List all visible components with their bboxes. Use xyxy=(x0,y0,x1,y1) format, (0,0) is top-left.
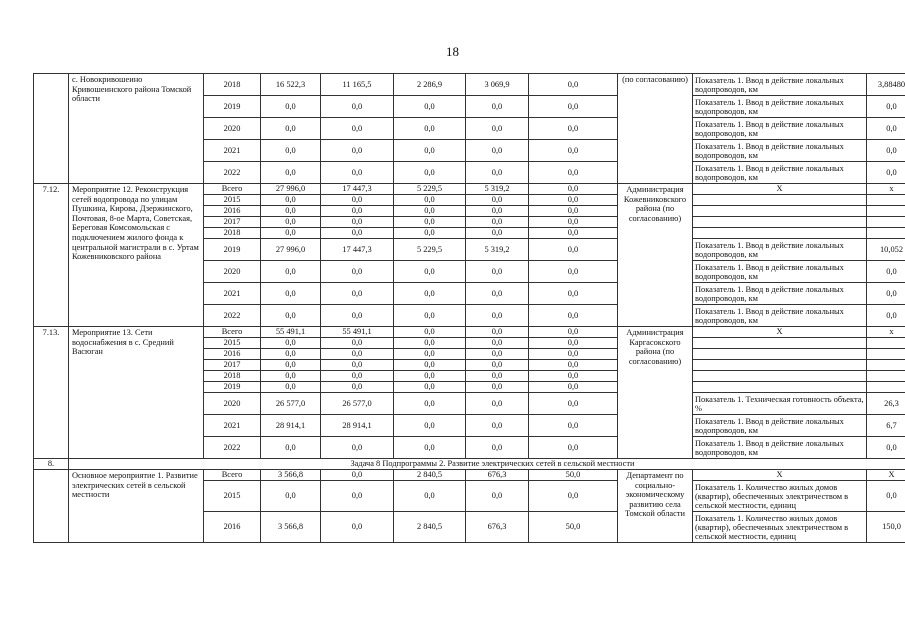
indicator-cell: Показатель 1. Ввод в действие локальных водопроводов, км xyxy=(693,283,867,305)
indicator-cell: Показатель 1. Техническая готовность объекта, % xyxy=(693,393,867,415)
year-cell: 2017 xyxy=(204,360,261,371)
federal-cell: 55 491,1 xyxy=(321,327,394,338)
local-cell: 0,0 xyxy=(466,283,529,305)
local-cell: 3 069,9 xyxy=(466,74,529,96)
federal-cell: 17 447,3 xyxy=(321,239,394,261)
local-cell: 0,0 xyxy=(466,327,529,338)
task-row xyxy=(34,459,905,470)
local-cell: 0,0 xyxy=(466,437,529,459)
indicator-cell: Х xyxy=(693,184,867,195)
total-cell: 0,0 xyxy=(261,283,321,305)
indicator-value: 0,0 xyxy=(867,162,905,184)
local-cell: 0,0 xyxy=(466,371,529,382)
local-cell: 0,0 xyxy=(466,261,529,283)
other-cell: 0,0 xyxy=(529,481,618,512)
measure-name: Мероприятие 13. Сети водоснабжения в с. Средний Васюган xyxy=(69,327,204,459)
indicator-cell: Показатель 1. Ввод в действие локальных водопроводов, км xyxy=(693,140,867,162)
row-number: 8. xyxy=(34,459,69,470)
total-cell: 0,0 xyxy=(261,118,321,140)
indicator-cell xyxy=(693,206,867,217)
indicator-cell: Х xyxy=(693,470,867,481)
indicator-value xyxy=(867,217,905,228)
executor-cell: (по согласованию) xyxy=(618,74,693,184)
regional-cell: 0,0 xyxy=(394,415,466,437)
local-cell: 0,0 xyxy=(466,393,529,415)
other-cell: 0,0 xyxy=(529,217,618,228)
local-cell: 0,0 xyxy=(466,162,529,184)
indicator-value xyxy=(867,206,905,217)
regional-cell: 2 286,9 xyxy=(394,74,466,96)
federal-cell: 0,0 xyxy=(321,512,394,543)
year-cell: Всего xyxy=(204,327,261,338)
total-cell: 0,0 xyxy=(261,437,321,459)
other-cell: 50,0 xyxy=(529,512,618,543)
year-cell: Всего xyxy=(204,470,261,481)
total-cell: 3 566,8 xyxy=(261,470,321,481)
regional-cell: 0,0 xyxy=(394,96,466,118)
indicator-value xyxy=(867,338,905,349)
other-cell: 50,0 xyxy=(529,470,618,481)
indicator-value xyxy=(867,371,905,382)
local-cell: 0,0 xyxy=(466,217,529,228)
indicator-cell xyxy=(693,382,867,393)
regional-cell: 0,0 xyxy=(394,393,466,415)
year-cell: 2020 xyxy=(204,261,261,283)
total-cell: 0,0 xyxy=(261,217,321,228)
table-row xyxy=(34,327,905,338)
indicator-value xyxy=(867,195,905,206)
indicator-value: 0,0 xyxy=(867,96,905,118)
indicator-cell: Х xyxy=(693,327,867,338)
federal-cell: 0,0 xyxy=(321,360,394,371)
indicator-cell: Показатель 1. Ввод в действие локальных водопроводов, км xyxy=(693,162,867,184)
federal-cell: 26 577,0 xyxy=(321,393,394,415)
federal-cell: 0,0 xyxy=(321,228,394,239)
measure-name: Мероприятие 12. Реконструкция сетей водопровода по улицам Пушкина, Кирова, Дзержинского, Почтовая, 8-ое Марта, Советская, Береговая Комсомольская с подключением жилого фонда к центральной магистрали в с. Уртам Кожевниковского района xyxy=(69,184,204,327)
indicator-cell: Показатель 1. Ввод в действие локальных водопроводов, км xyxy=(693,415,867,437)
total-cell: 0,0 xyxy=(261,305,321,327)
indicator-value xyxy=(867,382,905,393)
regional-cell: 0,0 xyxy=(394,371,466,382)
indicator-value: 26,3 xyxy=(867,393,905,415)
federal-cell: 0,0 xyxy=(321,481,394,512)
table-row xyxy=(34,184,905,195)
indicator-value: 0,0 xyxy=(867,437,905,459)
year-cell: 2015 xyxy=(204,481,261,512)
federal-cell: 0,0 xyxy=(321,118,394,140)
year-cell: 2021 xyxy=(204,415,261,437)
indicator-value: 3,88480 xyxy=(867,74,905,96)
local-cell: 676,3 xyxy=(466,470,529,481)
total-cell: 0,0 xyxy=(261,162,321,184)
total-cell: 0,0 xyxy=(261,360,321,371)
federal-cell: 0,0 xyxy=(321,206,394,217)
regional-cell: 0,0 xyxy=(394,338,466,349)
regional-cell: 0,0 xyxy=(394,305,466,327)
total-cell: 0,0 xyxy=(261,481,321,512)
executor-cell: Администрация Кожевниковского района (по согласованию) xyxy=(618,184,693,327)
other-cell: 0,0 xyxy=(529,338,618,349)
local-cell: 676,3 xyxy=(466,512,529,543)
indicator-value: Х xyxy=(867,470,905,481)
regional-cell: 0,0 xyxy=(394,162,466,184)
indicator-cell xyxy=(693,371,867,382)
indicator-value: 0,0 xyxy=(867,481,905,512)
total-cell: 26 577,0 xyxy=(261,393,321,415)
indicator-value: х xyxy=(867,184,905,195)
indicator-cell xyxy=(693,349,867,360)
indicator-cell: Показатель 1. Ввод в действие локальных водопроводов, км xyxy=(693,239,867,261)
other-cell: 0,0 xyxy=(529,393,618,415)
local-cell: 0,0 xyxy=(466,140,529,162)
year-cell: 2019 xyxy=(204,239,261,261)
other-cell: 0,0 xyxy=(529,382,618,393)
page-number: 18 xyxy=(446,44,459,59)
federal-cell: 0,0 xyxy=(321,371,394,382)
federal-cell: 0,0 xyxy=(321,162,394,184)
year-cell: Всего xyxy=(204,184,261,195)
year-cell: 2021 xyxy=(204,140,261,162)
indicator-cell xyxy=(693,228,867,239)
total-cell: 0,0 xyxy=(261,371,321,382)
other-cell: 0,0 xyxy=(529,206,618,217)
local-cell: 0,0 xyxy=(466,118,529,140)
year-cell: 2022 xyxy=(204,305,261,327)
federal-cell: 0,0 xyxy=(321,470,394,481)
year-cell: 2020 xyxy=(204,393,261,415)
other-cell: 0,0 xyxy=(529,162,618,184)
total-cell: 0,0 xyxy=(261,206,321,217)
federal-cell: 0,0 xyxy=(321,283,394,305)
executor-cell: Департамент по социально-экономическому развитию села Томской области xyxy=(618,470,693,543)
other-cell: 0,0 xyxy=(529,327,618,338)
year-cell: 2015 xyxy=(204,195,261,206)
total-cell: 3 566,8 xyxy=(261,512,321,543)
other-cell: 0,0 xyxy=(529,96,618,118)
local-cell: 0,0 xyxy=(466,206,529,217)
year-cell: 2018 xyxy=(204,74,261,96)
table-row xyxy=(34,470,905,481)
federal-cell: 0,0 xyxy=(321,349,394,360)
total-cell: 55 491,1 xyxy=(261,327,321,338)
other-cell: 0,0 xyxy=(529,118,618,140)
federal-cell: 0,0 xyxy=(321,140,394,162)
local-cell: 5 319,2 xyxy=(466,239,529,261)
other-cell: 0,0 xyxy=(529,239,618,261)
indicator-cell: Показатель 1. Ввод в действие локальных водопроводов, км xyxy=(693,118,867,140)
other-cell: 0,0 xyxy=(529,305,618,327)
total-cell: 0,0 xyxy=(261,96,321,118)
measure-name: Основное мероприятие 1. Развитие электрических сетей в сельской местности xyxy=(69,470,204,543)
year-cell: 2016 xyxy=(204,349,261,360)
indicator-cell: Показатель 1. Ввод в действие локальных водопроводов, км xyxy=(693,74,867,96)
total-cell: 0,0 xyxy=(261,261,321,283)
regional-cell: 0,0 xyxy=(394,283,466,305)
total-cell: 0,0 xyxy=(261,140,321,162)
federal-cell: 0,0 xyxy=(321,305,394,327)
year-cell: 2016 xyxy=(204,512,261,543)
federal-cell: 0,0 xyxy=(321,195,394,206)
regional-cell: 0,0 xyxy=(394,481,466,512)
other-cell: 0,0 xyxy=(529,195,618,206)
regional-cell: 0,0 xyxy=(394,261,466,283)
indicator-value xyxy=(867,228,905,239)
other-cell: 0,0 xyxy=(529,349,618,360)
year-cell: 2020 xyxy=(204,118,261,140)
year-cell: 2016 xyxy=(204,206,261,217)
table-row xyxy=(34,74,905,96)
other-cell: 0,0 xyxy=(529,261,618,283)
indicator-value: 0,0 xyxy=(867,140,905,162)
regional-cell: 0,0 xyxy=(394,118,466,140)
local-cell: 0,0 xyxy=(466,360,529,371)
indicator-cell: Показатель 1. Ввод в действие локальных водопроводов, км xyxy=(693,261,867,283)
total-cell: 0,0 xyxy=(261,228,321,239)
program-table xyxy=(33,73,905,543)
local-cell: 0,0 xyxy=(466,195,529,206)
regional-cell: 2 840,5 xyxy=(394,512,466,543)
total-cell: 0,0 xyxy=(261,338,321,349)
total-cell: 0,0 xyxy=(261,382,321,393)
indicator-value: 10,052 xyxy=(867,239,905,261)
local-cell: 0,0 xyxy=(466,338,529,349)
total-cell: 27 996,0 xyxy=(261,239,321,261)
federal-cell: 0,0 xyxy=(321,217,394,228)
federal-cell: 0,0 xyxy=(321,261,394,283)
total-cell: 0,0 xyxy=(261,195,321,206)
indicator-cell xyxy=(693,338,867,349)
indicator-value: 0,0 xyxy=(867,118,905,140)
total-cell: 28 914,1 xyxy=(261,415,321,437)
total-cell: 27 996,0 xyxy=(261,184,321,195)
year-cell: 2022 xyxy=(204,162,261,184)
regional-cell: 0,0 xyxy=(394,206,466,217)
indicator-cell: Показатель 1. Количество жилых домов (квартир), обеспеченных электричеством в сельской местности, единиц xyxy=(693,512,867,543)
regional-cell: 0,0 xyxy=(394,382,466,393)
indicator-value: 0,0 xyxy=(867,305,905,327)
federal-cell: 0,0 xyxy=(321,96,394,118)
indicator-value: 0,0 xyxy=(867,283,905,305)
year-cell: 2022 xyxy=(204,437,261,459)
regional-cell: 0,0 xyxy=(394,327,466,338)
regional-cell: 0,0 xyxy=(394,228,466,239)
local-cell: 0,0 xyxy=(466,349,529,360)
indicator-value: 150,0 xyxy=(867,512,905,543)
local-cell: 0,0 xyxy=(466,415,529,437)
indicator-cell xyxy=(693,217,867,228)
regional-cell: 0,0 xyxy=(394,360,466,371)
local-cell: 5 319,2 xyxy=(466,184,529,195)
other-cell: 0,0 xyxy=(529,283,618,305)
other-cell: 0,0 xyxy=(529,360,618,371)
local-cell: 0,0 xyxy=(466,96,529,118)
other-cell: 0,0 xyxy=(529,228,618,239)
executor-cell: Администрация Каргасокского района (по согласованию) xyxy=(618,327,693,459)
indicator-value xyxy=(867,360,905,371)
federal-cell: 0,0 xyxy=(321,382,394,393)
regional-cell: 5 229,5 xyxy=(394,184,466,195)
row-number xyxy=(34,470,69,543)
regional-cell: 5 229,5 xyxy=(394,239,466,261)
other-cell: 0,0 xyxy=(529,371,618,382)
row-number xyxy=(34,74,69,184)
year-cell: 2019 xyxy=(204,382,261,393)
regional-cell: 0,0 xyxy=(394,195,466,206)
federal-cell: 11 165,5 xyxy=(321,74,394,96)
local-cell: 0,0 xyxy=(466,481,529,512)
federal-cell: 17 447,3 xyxy=(321,184,394,195)
task-title: Задача 8 Подпрограммы 2. Развитие электрических сетей в сельской местности xyxy=(69,459,905,470)
local-cell: 0,0 xyxy=(466,305,529,327)
indicator-value: х xyxy=(867,327,905,338)
regional-cell: 0,0 xyxy=(394,349,466,360)
federal-cell: 0,0 xyxy=(321,338,394,349)
indicator-cell xyxy=(693,360,867,371)
indicator-cell: Показатель 1. Ввод в действие локальных водопроводов, км xyxy=(693,437,867,459)
local-cell: 0,0 xyxy=(466,382,529,393)
year-cell: 2018 xyxy=(204,371,261,382)
other-cell: 0,0 xyxy=(529,74,618,96)
year-cell: 2019 xyxy=(204,96,261,118)
indicator-cell: Показатель 1. Ввод в действие локальных водопроводов, км xyxy=(693,305,867,327)
year-cell: 2021 xyxy=(204,283,261,305)
measure-name: с. Новокривошеино Кривошеинского района Томской области xyxy=(69,74,204,184)
other-cell: 0,0 xyxy=(529,184,618,195)
federal-cell: 0,0 xyxy=(321,437,394,459)
year-cell: 2017 xyxy=(204,217,261,228)
row-number: 7.12. xyxy=(34,184,69,327)
regional-cell: 2 840,5 xyxy=(394,470,466,481)
year-cell: 2018 xyxy=(204,228,261,239)
regional-cell: 0,0 xyxy=(394,140,466,162)
indicator-value: 6,7 xyxy=(867,415,905,437)
indicator-cell xyxy=(693,195,867,206)
year-cell: 2015 xyxy=(204,338,261,349)
other-cell: 0,0 xyxy=(529,415,618,437)
other-cell: 0,0 xyxy=(529,140,618,162)
total-cell: 16 522,3 xyxy=(261,74,321,96)
indicator-value: 0,0 xyxy=(867,261,905,283)
regional-cell: 0,0 xyxy=(394,217,466,228)
indicator-cell: Показатель 1. Ввод в действие локальных водопроводов, км xyxy=(693,96,867,118)
indicator-value xyxy=(867,349,905,360)
indicator-cell: Показатель 1. Количество жилых домов (квартир), обеспеченных электричеством в сельской местности, единиц xyxy=(693,481,867,512)
regional-cell: 0,0 xyxy=(394,437,466,459)
row-number: 7.13. xyxy=(34,327,69,459)
total-cell: 0,0 xyxy=(261,349,321,360)
other-cell: 0,0 xyxy=(529,437,618,459)
local-cell: 0,0 xyxy=(466,228,529,239)
federal-cell: 28 914,1 xyxy=(321,415,394,437)
